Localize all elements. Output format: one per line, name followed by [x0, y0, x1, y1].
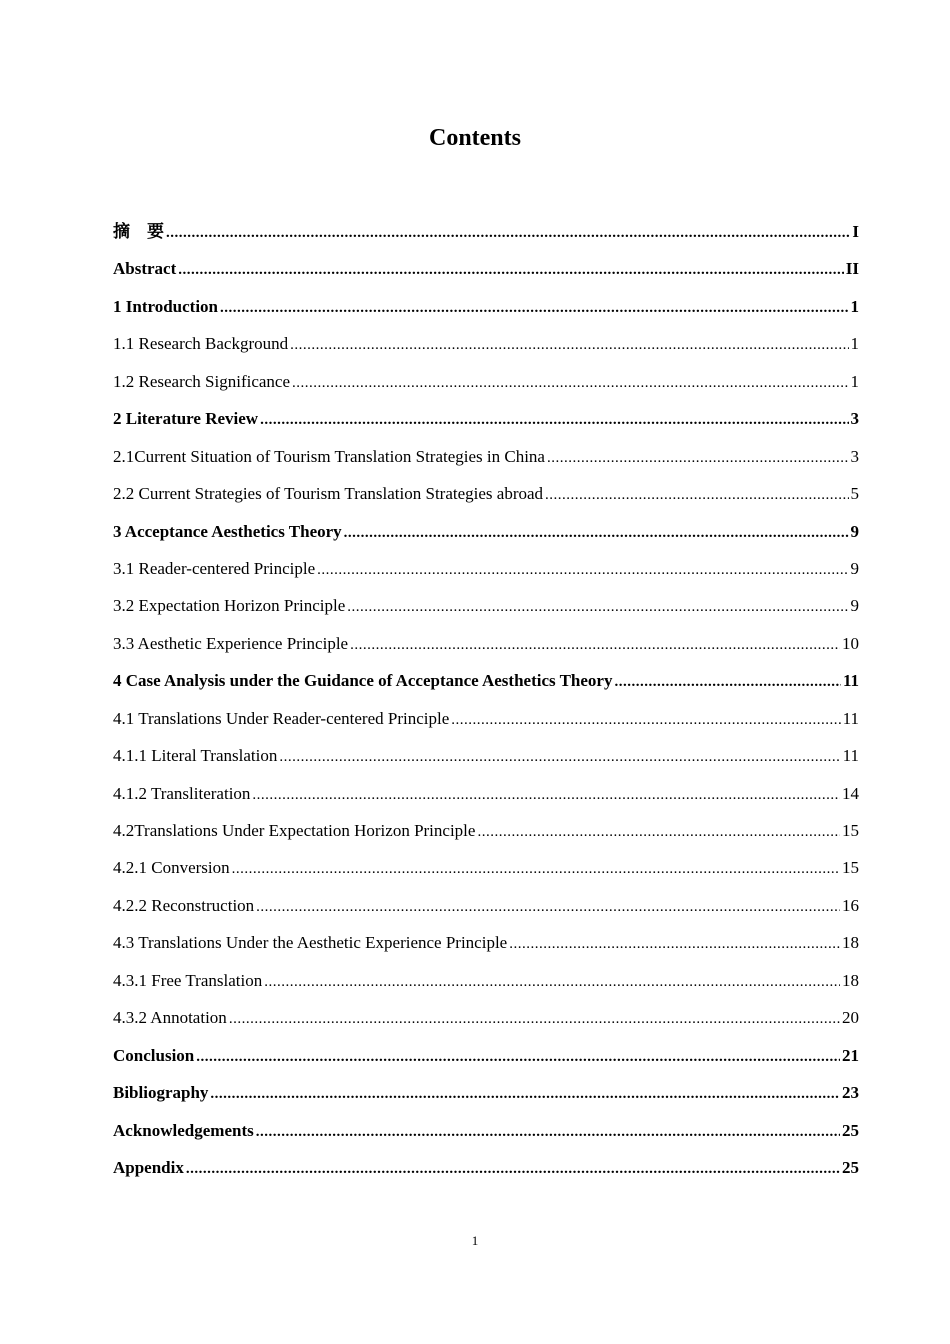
toc-entry[interactable]: [113, 967, 859, 1004]
toc-dot-leader: [210, 1080, 840, 1108]
toc-entry-label: 4.1.1 Literal Translation: [113, 746, 278, 766]
toc-entry-label: Bibliography: [113, 1083, 209, 1103]
toc-entry-page: 25: [842, 1120, 859, 1140]
toc-dot-leader: [614, 668, 840, 696]
toc-dot-leader: [252, 781, 840, 809]
toc-entry-label: 3.3 Aesthetic Experience Principle: [113, 633, 349, 653]
toc-dot-leader: [256, 1118, 840, 1146]
toc-entry-label: 3 Acceptance Aesthetics Theory: [113, 521, 342, 541]
toc-dot-leader: [317, 556, 848, 584]
toc-entry[interactable]: [113, 255, 859, 292]
toc-dot-leader: [344, 519, 849, 547]
toc-entry-label: 1.2 Research Significance: [113, 371, 291, 391]
toc-entry-page: 11: [842, 708, 859, 728]
toc-entry-label: 4.1 Translations Under Reader-centered Principle: [113, 708, 450, 728]
toc-entry-page: 25: [842, 1157, 859, 1177]
toc-entry-label: 1 Introduction: [113, 296, 219, 316]
toc-dot-leader: [166, 219, 850, 247]
toc-entry-page: 18: [842, 970, 859, 990]
toc-entry-label: Acknowledgements: [113, 1120, 254, 1140]
toc-entry-page: II: [845, 259, 859, 279]
toc-entry-page: 21: [842, 1045, 859, 1065]
toc-entry-label: 4.3.1 Free Translation: [113, 970, 263, 990]
toc-entry-label: Conclusion: [113, 1045, 195, 1065]
toc-entry[interactable]: [113, 293, 859, 330]
toc-entry-page: 18: [842, 933, 859, 953]
toc-entry-label: 4.2.2 Reconstruction: [113, 895, 255, 915]
toc-entry[interactable]: [113, 443, 859, 480]
toc-entry[interactable]: [113, 218, 859, 255]
toc-dot-leader: [229, 1005, 840, 1033]
toc-entry-label: 4.2Translations Under Expectation Horizon Principle: [113, 821, 476, 840]
toc-entry[interactable]: [113, 1079, 859, 1116]
toc-entry-page: 11: [842, 671, 859, 691]
toc-dot-leader: [178, 256, 844, 284]
toc-entry[interactable]: [113, 630, 859, 667]
toc-dot-leader: [292, 369, 848, 397]
toc-entry[interactable]: [113, 592, 859, 629]
toc-entry-page: 1: [850, 296, 859, 316]
toc-entry-label: 4.1.2 Transliteration: [113, 783, 251, 803]
toc-dot-leader: [264, 968, 840, 996]
toc-entry-label: Abstract: [113, 259, 177, 279]
toc-entry-page: 23: [842, 1083, 859, 1103]
toc-entry-page: 1: [850, 371, 859, 391]
toc-entry-label: 4.3 Translations Under the Aesthetic Experience Principle: [113, 933, 508, 953]
toc-entry-page: 11: [842, 746, 859, 766]
toc-entry[interactable]: [113, 1004, 859, 1041]
toc-entry[interactable]: [113, 1117, 859, 1154]
toc-entry[interactable]: [113, 705, 859, 742]
toc-dot-leader: [290, 331, 848, 359]
toc-entry-label: 4.3.2 Annotation: [113, 1008, 227, 1028]
toc-dot-leader: [260, 406, 848, 434]
toc-entry-page: 3: [850, 446, 859, 466]
toc-entry[interactable]: [113, 667, 859, 704]
toc-entry[interactable]: [113, 892, 859, 929]
page-title: Contents: [428, 125, 521, 151]
toc-entry[interactable]: [113, 817, 859, 854]
toc-entry-label: 2.2 Current Strategies of Tourism Translation Strategies abroad: [113, 484, 544, 504]
toc-entry-page: I: [852, 222, 859, 241]
toc-entry[interactable]: [113, 854, 859, 891]
toc-dot-leader: [509, 930, 840, 958]
toc-entry[interactable]: [113, 480, 859, 517]
toc-entry-page: 9: [850, 521, 859, 541]
toc-dot-leader: [350, 631, 840, 659]
toc-dot-leader: [545, 481, 848, 509]
toc-dot-leader: [547, 444, 849, 472]
toc-entry-label: 1.1 Research Background: [113, 334, 289, 354]
toc-entry-page: 5: [850, 484, 859, 504]
toc-entry-label: 4.2.1 Conversion: [113, 858, 230, 878]
toc-dot-leader: [279, 743, 840, 771]
footer-page-number: 1: [471, 1233, 479, 1248]
toc-entry-page: 10: [842, 633, 859, 653]
toc-entry-label: 3.2 Expectation Horizon Principle: [113, 596, 346, 616]
toc-dot-leader: [477, 818, 840, 846]
toc-entry[interactable]: [113, 555, 859, 592]
table-of-contents: [113, 218, 859, 1191]
toc-entry-page: 14: [842, 783, 859, 803]
toc-entry-page: 16: [842, 895, 859, 915]
toc-dot-leader: [220, 294, 848, 322]
toc-entry[interactable]: [113, 1042, 859, 1079]
toc-entry[interactable]: [113, 1154, 859, 1191]
toc-entry[interactable]: [113, 929, 859, 966]
toc-entry-label: Appendix: [113, 1157, 184, 1177]
toc-entry-label: 摘 要: [113, 222, 164, 241]
toc-dot-leader: [256, 893, 840, 921]
toc-dot-leader: [347, 593, 848, 621]
toc-entry-page: 1: [850, 334, 859, 354]
toc-entry[interactable]: [113, 742, 859, 779]
toc-entry-label: 3.1 Reader-centered Principle: [113, 558, 316, 578]
toc-entry-page: 20: [842, 1008, 859, 1028]
toc-entry[interactable]: [113, 368, 859, 405]
toc-entry-label: 2.1Current Situation of Tourism Translation Strategies in China: [113, 446, 545, 466]
toc-dot-leader: [186, 1155, 840, 1183]
toc-entry[interactable]: [113, 330, 859, 367]
toc-dot-leader: [196, 1043, 840, 1071]
toc-entry[interactable]: [113, 780, 859, 817]
toc-dot-leader: [451, 706, 840, 734]
toc-entry[interactable]: [113, 405, 859, 442]
toc-entry-label: 4 Case Analysis under the Guidance of Acceptance Aesthetics Theory: [113, 671, 613, 691]
toc-entry-page: 3: [850, 409, 859, 429]
toc-dot-leader: [232, 855, 840, 883]
toc-entry-label: 2 Literature Review: [113, 409, 259, 429]
toc-entry-page: 15: [842, 858, 859, 878]
toc-entry[interactable]: [113, 518, 859, 555]
toc-entry-page: 15: [842, 821, 859, 840]
toc-entry-page: 9: [850, 596, 859, 616]
toc-entry-page: 9: [850, 558, 859, 578]
